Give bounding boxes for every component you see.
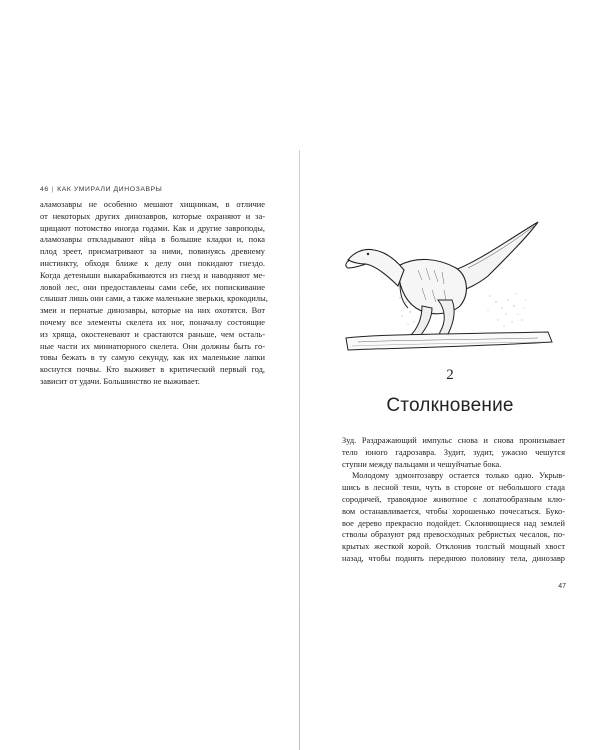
- running-head-title: КАК УМИРАЛИ ДИНОЗАВРЫ: [57, 186, 163, 193]
- left-page: [0, 0, 299, 750]
- text-line: вое дерево прекрасно подойдет. Склоняющиеся над землей: [342, 518, 565, 528]
- text-line: щищают потомство иногда годами. Как и другие завроподы,: [40, 223, 265, 233]
- text-line: плод зреет, присматривают за ними, повинуясь древнему: [40, 247, 265, 257]
- chapter-number: 2: [446, 367, 454, 383]
- running-head: 46 | КАК УМИРАЛИ ДИНОЗАВРЫ: [40, 186, 163, 193]
- text-line: крытых жесткой корой. Отклонив толстый мощный хвост: [342, 542, 565, 552]
- text-line: из хряща, окостеневают и срастаются раньше, чем осталь-: [40, 329, 265, 339]
- right-body-text: [342, 435, 565, 565]
- text-line: змеи и пернатые динозавры, которые на них охотятся. Вот: [40, 306, 265, 316]
- text-line: ступни между пальцами и чешуйчатые бока.: [342, 459, 502, 469]
- text-line: коснутся почвы. Кто выживет в критический первый год,: [40, 365, 265, 375]
- text-line: тело юного гадрозавра. Зудит, зудит, ужасно чешутся: [342, 447, 565, 457]
- hadrosaur-illustration: [338, 210, 558, 355]
- text-line: зависит от удачи. Большинство не выживает.: [40, 376, 200, 386]
- right-page-number: 47: [558, 583, 566, 590]
- right-page: [300, 0, 600, 750]
- left-body-text: [40, 199, 268, 388]
- text-line: ловой лес, они предоставлены сами себе, их попискивание: [40, 282, 265, 292]
- text-line: Зуд. Раздражающий импульс снова и снова пронизывает: [342, 436, 565, 445]
- text-line: Когда детеныши выкарабкиваются из гнезд и наводняют ме-: [40, 270, 265, 280]
- text-line: шись в лесной тени, чуть в стороне от небольшого стада: [342, 483, 565, 493]
- text-line: от некоторых других динозавров, которые охраняют и за-: [40, 211, 265, 221]
- text-line: инстинкту, обходя ближе к делу они покидают гнездо.: [40, 258, 265, 268]
- text-line: назад, чтобы поднять переднюю половину тела, динозавр: [342, 553, 565, 563]
- text-line: товы бежать в ту самую секунду, как их маленькие лапки: [40, 353, 265, 363]
- text-line: слышат лишь они сами, а также маленькие зверьки, крокодилы,: [40, 294, 268, 304]
- text-line: стволы образуют ряд превосходных ребристых чесалок, по-: [342, 530, 565, 540]
- text-line: сородичей, травоядное животное с лопатообразным клю-: [342, 494, 565, 504]
- chapter-title: Столкновение: [386, 395, 514, 416]
- text-line: Молодому эдмонтозавру остается только одно. Укрыв-: [352, 471, 565, 481]
- left-page-number: 46: [40, 186, 49, 193]
- text-line: вом останавливается, чтобы хорошенько почесаться. Буко-: [342, 506, 565, 516]
- text-line: аламозавры не особенно мешают хищникам, в отличие: [40, 200, 265, 209]
- text-line: ные части их миниатюрного скелета. Они должны быть го-: [40, 341, 265, 351]
- text-line: аламозавры откладывают яйца в большие кладки и, пока: [40, 235, 265, 245]
- text-line: почему все элементы скелета их ног, поначалу состоящие: [40, 317, 265, 327]
